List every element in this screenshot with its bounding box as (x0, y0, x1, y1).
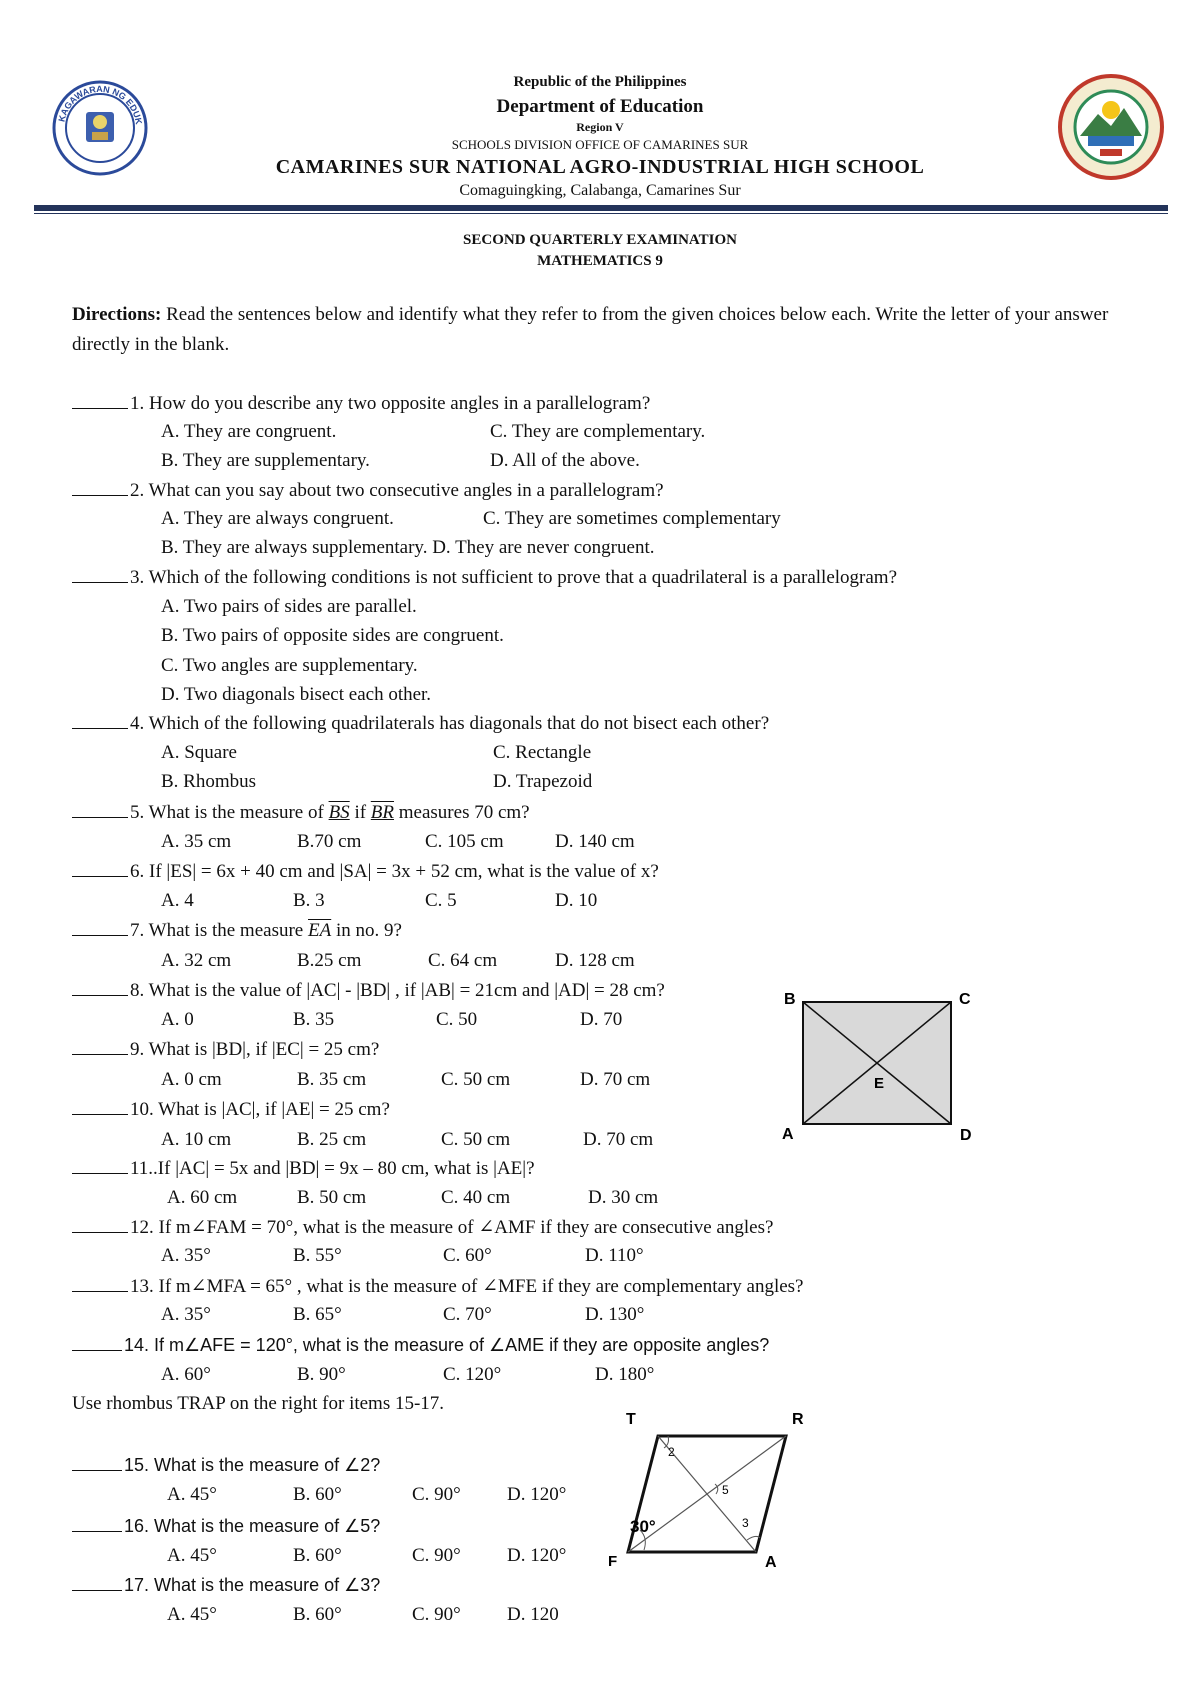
choice: B. 25 cm (297, 1129, 367, 1150)
question-text: 17. What is the measure of ∠3? (124, 1575, 381, 1595)
choice: A. Square (161, 742, 237, 763)
answer-blank-1[interactable] (72, 394, 128, 409)
header-rule (34, 205, 1168, 211)
question-12 (72, 1216, 773, 1239)
choice: D. 120° (507, 1545, 567, 1566)
choice: C. 90° (412, 1545, 461, 1566)
choice: B. They are always supplementary. D. They are never congruent. (161, 537, 655, 558)
republic-text: Republic of the Philippines (513, 74, 687, 90)
choice: D. 128 cm (555, 950, 635, 971)
answer-blank-12[interactable] (72, 1218, 128, 1233)
department-text: Department of Education (496, 96, 704, 117)
question-text: 10. What is |AC|, if |AE| = 25 cm? (130, 1099, 390, 1120)
choice: C. 40 cm (441, 1187, 511, 1208)
angle-5-label: 5 (722, 1483, 729, 1497)
choice: C. They are complementary. (490, 421, 706, 442)
question-text: 2. What can you say about two consecutive angles in a parallelogram? (130, 480, 664, 501)
answer-blank-3[interactable] (72, 568, 128, 583)
choice: B.25 cm (297, 950, 362, 971)
choice: A. 0 cm (161, 1069, 222, 1090)
question-10 (72, 1099, 390, 1121)
school-address: Comaguingking, Calabanga, Camarines Sur (459, 182, 741, 199)
rectangle-figure (770, 985, 990, 1145)
question-text: 9. What is |BD|, if |EC| = 25 cm? (130, 1039, 380, 1060)
question-4 (72, 713, 769, 735)
choice: A. 35 cm (161, 831, 232, 852)
choice: B. 60° (293, 1545, 342, 1566)
question-14 (72, 1335, 769, 1356)
choice: C. 64 cm (428, 950, 498, 971)
vertex-r: R (792, 1411, 804, 1428)
question-17 (72, 1575, 380, 1596)
directions-text: Read the sentences below and identify what they refer to from the given choices below each. Write the letter of your answer directly in the blank. (72, 304, 1109, 355)
choice: B. 60° (293, 1604, 342, 1625)
exam-title: SECOND QUARTERLY EXAMINATION (463, 232, 737, 248)
choice: D. Two diagonals bisect each other. (161, 684, 432, 705)
question-text: 8. What is the value of |AC| - |BD| , if |AB| = 21cm and |AD| = 28 cm? (130, 980, 665, 1001)
question-16 (72, 1516, 380, 1537)
exam-subject: MATHEMATICS 9 (537, 253, 663, 269)
question-5 (72, 802, 530, 824)
choice: B. 55° (293, 1245, 342, 1266)
answer-blank-13[interactable] (72, 1277, 128, 1292)
choice: B. 3 (293, 890, 325, 911)
question-6 (72, 861, 659, 883)
question-text: if (349, 802, 371, 823)
answer-blank-9[interactable] (72, 1040, 128, 1055)
vertex-a: A (765, 1554, 777, 1571)
choice: A. 0 (161, 1009, 194, 1030)
segment-bs: BS (328, 802, 350, 823)
question-7 (72, 920, 402, 942)
segment-br: BR (370, 802, 395, 823)
choice: C. Two angles are supplementary. (161, 655, 418, 676)
question-text: 12. If m∠FAM = 70°, what is the measure of ∠AMF if they are consecutive angles? (130, 1217, 774, 1238)
choice: D. 10 (555, 890, 598, 911)
answer-blank-15[interactable] (72, 1456, 122, 1471)
question-text: 4. Which of the following quadrilaterals has diagonals that do not bisect each other? (130, 713, 770, 734)
choice: B. 60° (293, 1484, 342, 1505)
choice: C. 50 (436, 1009, 478, 1030)
question-text: 11..If |AC| = 5x and |BD| = 9x – 80 cm, what is |AE|? (130, 1158, 535, 1179)
choice: A. 60° (161, 1364, 211, 1385)
question-text: 7. What is the measure (130, 920, 308, 941)
answer-blank-5[interactable] (72, 803, 128, 818)
directions (72, 300, 1132, 360)
choice: C. 120° (443, 1364, 502, 1385)
choice: A. Two pairs of sides are parallel. (161, 596, 417, 617)
angle-2-label: 2 (668, 1445, 675, 1459)
choice: B. 35 cm (297, 1069, 367, 1090)
label-a: A (782, 1126, 794, 1143)
choice: C. They are sometimes complementary (483, 508, 781, 529)
choice: B. Two pairs of opposite sides are congruent. (161, 625, 504, 646)
answer-blank-4[interactable] (72, 714, 128, 729)
question-text: 15. What is the measure of ∠2? (124, 1455, 381, 1475)
label-d: D (960, 1127, 972, 1144)
choice: B. 35 (293, 1009, 335, 1030)
question-2 (72, 480, 664, 502)
choice: D. 140 cm (555, 831, 635, 852)
answer-blank-7[interactable] (72, 921, 128, 936)
choice: C. 90° (412, 1604, 461, 1625)
question-text: in no. 9? (331, 920, 402, 941)
division-text: SCHOOLS DIVISION OFFICE OF CAMARINES SUR (451, 137, 749, 152)
choice: A. They are always congruent. (161, 508, 394, 529)
svg-text:KAGAWARAN NG EDUKASYON: KAGAWARAN NG EDUK (56, 83, 144, 126)
choice: D. 70 cm (583, 1129, 654, 1150)
choice: A. 45° (167, 1604, 217, 1625)
choice: A. They are congruent. (161, 421, 337, 442)
choice: B. 90° (297, 1364, 346, 1385)
question-text: 1. How do you describe any two opposite angles in a parallelogram? (130, 393, 651, 414)
choice: A. 10 cm (161, 1129, 232, 1150)
choice: D. All of the above. (490, 450, 640, 471)
choice: C. 50 cm (441, 1069, 511, 1090)
choice: B.70 cm (297, 831, 362, 852)
question-text: 14. If m∠AFE = 120°, what is the measure of ∠AME if they are opposite angles? (124, 1335, 770, 1355)
choice: C. 5 (425, 890, 457, 911)
answer-blank-16[interactable] (72, 1517, 122, 1532)
choice: A. 45° (167, 1545, 217, 1566)
choice: D. 110° (585, 1245, 644, 1266)
choice: B. Rhombus (161, 771, 257, 792)
question-text: 6. If |ES| = 6x + 40 cm and |SA| = 3x + 52 cm, what is the value of x? (130, 861, 659, 882)
choice: A. 60 cm (167, 1187, 238, 1208)
vertex-t: T (626, 1411, 636, 1428)
question-text: 3. Which of the following conditions is not sufficient to prove that a quadrilateral is a parallelogram? (130, 567, 898, 588)
school-name: CAMARINES SUR NATIONAL AGRO-INDUSTRIAL HIGH SCHOOL (275, 156, 925, 178)
choice: C. 60° (443, 1245, 492, 1266)
question-11 (72, 1158, 535, 1180)
region-text: Region V (576, 120, 624, 134)
choice: B. 50 cm (297, 1187, 367, 1208)
question-text: 5. What is the measure of (130, 802, 329, 823)
choice: D. 180° (595, 1364, 655, 1385)
answer-blank-10[interactable] (72, 1100, 128, 1115)
header-rule-thin (34, 213, 1168, 214)
choice: B. They are supplementary. (161, 450, 370, 471)
choice: D. 120 (507, 1604, 559, 1625)
choice: C. Rectangle (493, 742, 592, 763)
rhombus-figure (600, 1406, 830, 1576)
question-8 (72, 980, 665, 1002)
answer-blank-14[interactable] (72, 1336, 122, 1351)
rhombus-note: Use rhombus TRAP on the right for items 15-17. (72, 1393, 445, 1414)
choice: D. 120° (507, 1484, 567, 1505)
choice: D. Trapezoid (493, 771, 593, 792)
segment-ea: $\overline{EA}$ (308, 920, 332, 941)
directions-label: Directions: (72, 304, 162, 325)
label-b: B (784, 991, 796, 1008)
choice: B. 65° (293, 1304, 342, 1325)
question-1 (72, 393, 650, 415)
label-c: C (959, 991, 971, 1008)
choice: C. 70° (443, 1304, 492, 1325)
question-text: 16. What is the measure of ∠5? (124, 1516, 381, 1536)
choice: A. 32 cm (161, 950, 232, 971)
answer-blank-8[interactable] (72, 981, 128, 996)
question-13 (72, 1275, 803, 1298)
choice: D. 30 cm (588, 1187, 659, 1208)
choice: A. 35° (161, 1245, 211, 1266)
label-e: E (874, 1075, 885, 1092)
answer-blank-17[interactable] (72, 1576, 122, 1591)
angle-30-label: 30° (630, 1517, 656, 1536)
choice: C. 50 cm (441, 1129, 511, 1150)
question-15 (72, 1455, 380, 1476)
answer-blank-6[interactable] (72, 862, 128, 877)
choice: C. 90° (412, 1484, 461, 1505)
answer-blank-2[interactable] (72, 481, 128, 496)
choice: A. 4 (161, 890, 194, 911)
choice: A. 35° (161, 1304, 211, 1325)
choice: A. 45° (167, 1484, 217, 1505)
choice: C. 105 cm (425, 831, 504, 852)
angle-3-label: 3 (742, 1516, 749, 1530)
question-9 (72, 1039, 379, 1061)
answer-blank-11[interactable] (72, 1159, 128, 1174)
vertex-f: F (608, 1553, 618, 1570)
question-text: 13. If m∠MFA = 65° , what is the measure of ∠MFE if they are complementary angles? (130, 1276, 804, 1297)
choice: D. 70 (580, 1009, 623, 1030)
question-text: measures 70 cm? (394, 802, 530, 823)
choice: D. 130° (585, 1304, 645, 1325)
choice: D. 70 cm (580, 1069, 651, 1090)
question-3 (72, 567, 897, 589)
